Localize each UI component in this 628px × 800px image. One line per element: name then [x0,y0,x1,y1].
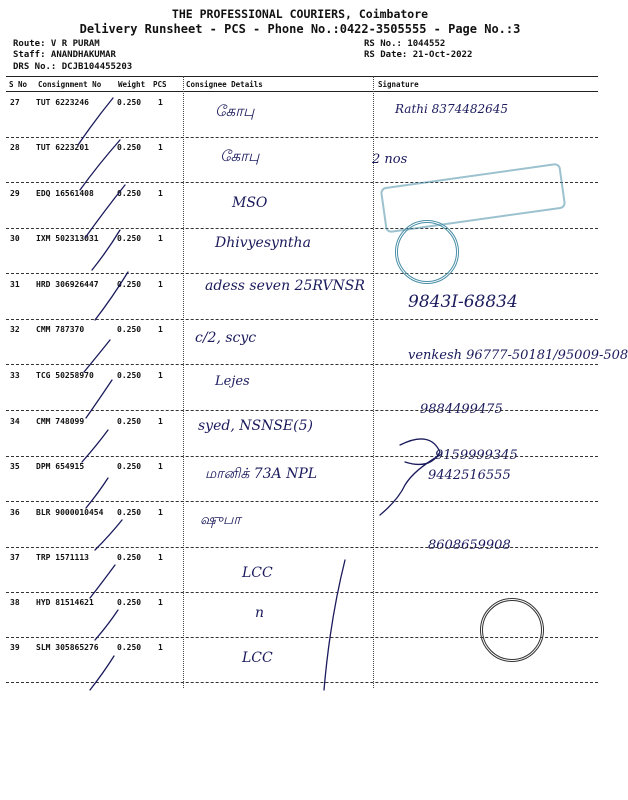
route-label: Route: V R PURAM [13,39,100,49]
staff-label: Staff: ANANDHAKUMAR [13,50,116,60]
row-consignee-handwritten: Lejes [215,374,250,389]
row-signature-handwritten: 9843I-68834 [408,292,518,312]
row-pcs: 1 [158,189,163,198]
row-divider [6,682,598,683]
row-signature-handwritten: 9442516555 [428,468,511,483]
row-consignment-no: BLR 9000010454 [36,508,104,517]
row-consignment-no: TUT 6223201 [36,143,89,152]
col-head-signature: Signature [378,80,419,89]
row-consignment-no: CMM 787370 [36,325,85,334]
row-pcs: 1 [158,98,163,107]
row-consignee-handwritten: LCC [242,650,273,666]
row-pcs: 1 [158,325,163,334]
row-consignee-handwritten: கோபு [215,102,255,120]
row-divider [6,273,598,274]
row-divider [6,228,598,229]
row-consignment-no: HYD 81514621 [36,598,94,607]
row-signature-handwritten: venkesh 96777-50181/95009-508 [408,348,628,363]
col-head-sno: S No [9,80,28,89]
runsheet-subtitle: Delivery Runsheet - PCS - Phone No.:0422-3505555 - Page No.:3 [79,22,521,36]
row-signature-handwritten: 2 nos [372,152,408,167]
tick-mark-37 [90,565,115,598]
tick-mark-39 [90,656,114,690]
row-pcs: 1 [158,143,163,152]
row-serial: 27 [10,98,20,107]
row-serial: 37 [10,553,20,562]
row-consignment-no: SLM 305865276 [36,643,99,652]
row-consignee-handwritten: ஷுபா [200,512,241,528]
col-head-consignee: Consignee Details [186,80,263,89]
row-weight: 0.250 [117,462,142,471]
tick-mark-35 [86,478,108,508]
seal-stamp-rectangular [380,163,567,234]
signature-scrawl [380,455,440,515]
company-seal-stamp [480,598,544,662]
row-consignee-handwritten: MSO [232,195,268,211]
row-serial: 35 [10,462,20,471]
row-divider [6,364,598,365]
column-divider-signature [373,76,374,688]
row-weight: 0.250 [117,371,142,380]
row-weight: 0.250 [117,143,142,152]
row-consignment-no: CMM 748099 [36,417,85,426]
row-divider [6,501,598,502]
row-weight: 0.250 [117,325,142,334]
row-weight: 0.250 [117,643,142,652]
col-head-consignment: Consignment No [38,80,102,89]
row-pcs: 1 [158,417,163,426]
row-weight: 0.250 [117,417,142,426]
row-consignee-handwritten: மானிக் 73A NPL [205,466,318,482]
column-divider-consignee [183,76,184,688]
row-serial: 36 [10,508,20,517]
row-weight: 0.250 [117,598,142,607]
row-serial: 29 [10,189,20,198]
tick-mark-33 [86,380,112,418]
row-pcs: 1 [158,553,163,562]
row-consignment-no: IXM 502313031 [36,234,99,243]
row-serial: 38 [10,598,20,607]
row-divider [6,319,598,320]
row-consignment-no: HRD 306926447 [36,280,99,289]
row-consignee-handwritten: கோபு [220,147,260,165]
row-divider [6,137,598,138]
row-consignment-no: TRP 1571113 [36,553,89,562]
company-title: THE PROFESSIONAL COURIERS, Coimbatore [171,7,429,21]
row-serial: 32 [10,325,20,334]
row-divider [6,547,598,548]
row-signature-handwritten: Rathi 8374482645 [395,102,509,116]
row-pcs: 1 [158,598,163,607]
row-weight: 0.250 [117,553,142,562]
row-consignment-no: DPM 654915 [36,462,85,471]
row-consignee-handwritten: adess seven 25RVNSR [205,278,365,294]
rs-date: RS Date: 21-Oct-2022 [364,50,473,60]
row-divider [6,592,598,593]
row-divider [6,410,598,411]
row-serial: 28 [10,143,20,152]
row-consignment-no: TCG 50258970 [36,371,94,380]
table-top-rule [6,76,598,77]
header-bottom-rule [6,91,598,92]
col-head-pcs: PCS [153,80,167,89]
lcc-bracket-stroke [324,560,345,690]
tick-mark-32 [84,340,110,372]
row-weight: 0.250 [117,508,142,517]
drs-number: DRS No.: DCJB104455203 [13,62,133,72]
row-serial: 39 [10,643,20,652]
row-signature-handwritten: 9884499475 [420,402,503,417]
row-serial: 31 [10,280,20,289]
row-pcs: 1 [158,643,163,652]
row-serial: 34 [10,417,20,426]
row-consignee-handwritten: Dhivyesyntha [215,235,311,251]
row-serial: 33 [10,371,20,380]
row-pcs: 1 [158,234,163,243]
row-divider [6,456,598,457]
row-consignee-handwritten: syed, NSNSE(5) [198,418,313,434]
tick-mark-34 [82,430,108,462]
row-weight: 0.250 [117,234,142,243]
signature-scrawl-2 [400,439,440,465]
row-consignee-handwritten: LCC [242,565,273,581]
col-head-weight: Weight [118,80,146,89]
row-consignee-handwritten: n [255,605,265,621]
row-pcs: 1 [158,371,163,380]
tick-mark-38 [95,610,118,640]
row-pcs: 1 [158,462,163,471]
row-signature-handwritten: 8608659908 [428,538,511,553]
row-pcs: 1 [158,508,163,517]
row-weight: 0.250 [117,189,142,198]
rs-number: RS No.: 1044552 [364,39,446,49]
row-pcs: 1 [158,280,163,289]
row-weight: 0.250 [117,98,142,107]
tick-mark-36 [95,520,122,550]
row-consignment-no: TUT 6223246 [36,98,89,107]
row-serial: 30 [10,234,20,243]
row-consignee-handwritten: c/2, scyc [195,330,257,346]
row-weight: 0.250 [117,280,142,289]
row-consignment-no: EDQ 16561408 [36,189,94,198]
row-signature-handwritten: 9159999345 [435,448,518,463]
